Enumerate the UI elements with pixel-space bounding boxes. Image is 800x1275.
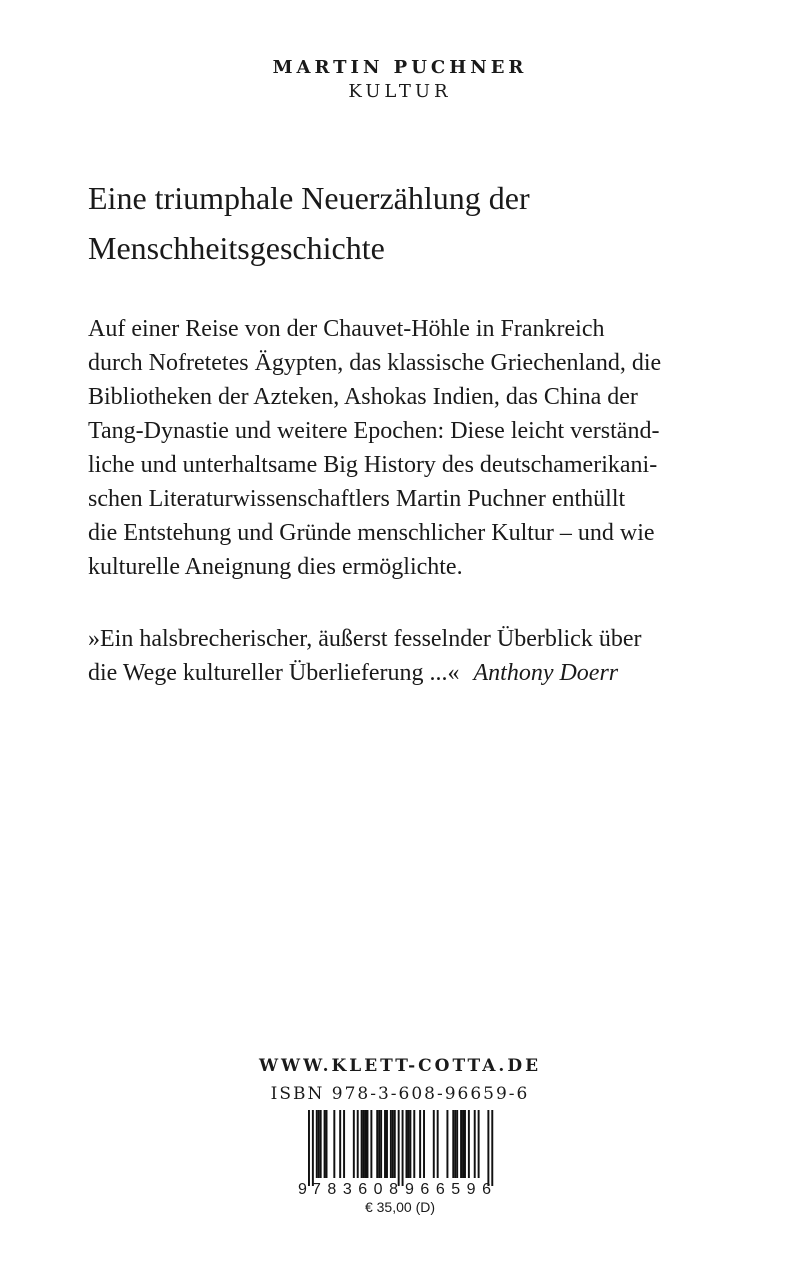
description-line: Bibliotheken der Azteken, Ashokas Indien, das China der (88, 384, 638, 410)
quote-author: Anthony Doerr (473, 660, 619, 686)
publisher-url: WWW.KLETT-COTTA.DE (258, 1056, 542, 1076)
barcode-bar (343, 1110, 345, 1178)
description-line: Auf einer Reise von der Chauvet-Höhle in Frankreich (88, 316, 605, 342)
barcode-bar (409, 1110, 411, 1178)
barcode-bar (390, 1110, 392, 1178)
barcode-bar (353, 1110, 355, 1178)
cover-header (0, 56, 800, 104)
barcode-bar (339, 1110, 341, 1178)
barcode-bars (308, 1110, 493, 1186)
barcode-bar (437, 1110, 439, 1178)
barcode-bar (363, 1110, 365, 1178)
isbn-number: ISBN 978-3-608-96659-6 (270, 1084, 530, 1104)
barcode-bar (406, 1110, 408, 1178)
barcode-bar (446, 1110, 448, 1178)
barcode-bar (384, 1110, 386, 1178)
barcode-bar (413, 1110, 415, 1178)
barcode-first-digit: 9 (298, 1181, 307, 1198)
barcode-bar (398, 1110, 400, 1186)
barcode-bar (487, 1110, 489, 1186)
barcode-right-digits: 966596 (405, 1181, 491, 1198)
barcode-bar (462, 1110, 464, 1178)
description-line: kulturelle Aneignung dies ermöglichte. (88, 554, 463, 580)
barcode-bar (320, 1110, 322, 1178)
barcode-bar (491, 1110, 493, 1186)
barcode-bar (452, 1110, 454, 1178)
description-line: die Entstehung und Gründe menschlicher Kultur – und wie (88, 520, 655, 546)
description-line: liche und unterhaltsame Big History des deutschamerikani- (88, 452, 658, 478)
barcode-bar (312, 1110, 314, 1186)
series-name: KULTUR (348, 81, 452, 102)
barcode-bar (478, 1110, 480, 1178)
barcode-bar (378, 1110, 380, 1178)
barcode-bar (407, 1110, 409, 1178)
author-name: MARTIN PUCHNER (272, 57, 528, 78)
quote-line (88, 656, 728, 690)
barcode-bar (386, 1110, 388, 1178)
barcode-bar (333, 1110, 335, 1178)
barcode-bar (392, 1110, 394, 1178)
barcode-bar (456, 1110, 458, 1178)
quote-text: die Wege kultureller Überlieferung ...« (88, 660, 460, 686)
barcode-left-digits: 783608 (312, 1181, 398, 1198)
headline-line: Eine triumphale Neuerzählung der (88, 180, 530, 216)
price: € 35,00 (D) (364, 1199, 436, 1215)
barcode-bar (361, 1110, 363, 1178)
barcode-bar (324, 1110, 326, 1178)
description (88, 312, 728, 584)
barcode-bar (376, 1110, 378, 1178)
barcode-bar (318, 1110, 320, 1178)
barcode-bar (357, 1110, 359, 1178)
barcode-bar (316, 1110, 318, 1178)
review-quote (88, 622, 728, 690)
barcode-bar (402, 1110, 404, 1186)
barcode-bar (380, 1110, 382, 1178)
barcode-bar (419, 1110, 421, 1178)
barcode-bar (365, 1110, 367, 1178)
barcode-bar (468, 1110, 470, 1178)
description-line: schen Literaturwissenschaftlers Martin Puchner enthüllt (88, 486, 626, 512)
barcode-bar (464, 1110, 466, 1178)
barcode-bar (460, 1110, 462, 1178)
barcode-bar (367, 1110, 369, 1178)
barcode-bar (454, 1110, 456, 1178)
description-line: durch Nofretetes Ägypten, das klassische Griechenland, die (88, 350, 662, 376)
quote-line: »Ein halsbrecherischer, äußerst fesselnder Überblick über (88, 626, 642, 652)
barcode-bar (474, 1110, 476, 1178)
barcode-bar (326, 1110, 328, 1178)
barcode-bar (433, 1110, 435, 1178)
barcode-bar (394, 1110, 396, 1178)
barcode-bar (370, 1110, 372, 1178)
barcode-bar (308, 1110, 310, 1186)
barcode-bar (423, 1110, 425, 1178)
barcode (296, 1108, 504, 1198)
headline-line: Menschheitsgeschichte (88, 230, 385, 266)
description-line: Tang-Dynastie und weitere Epochen: Diese leicht verständ- (88, 418, 660, 444)
headline (88, 173, 728, 273)
